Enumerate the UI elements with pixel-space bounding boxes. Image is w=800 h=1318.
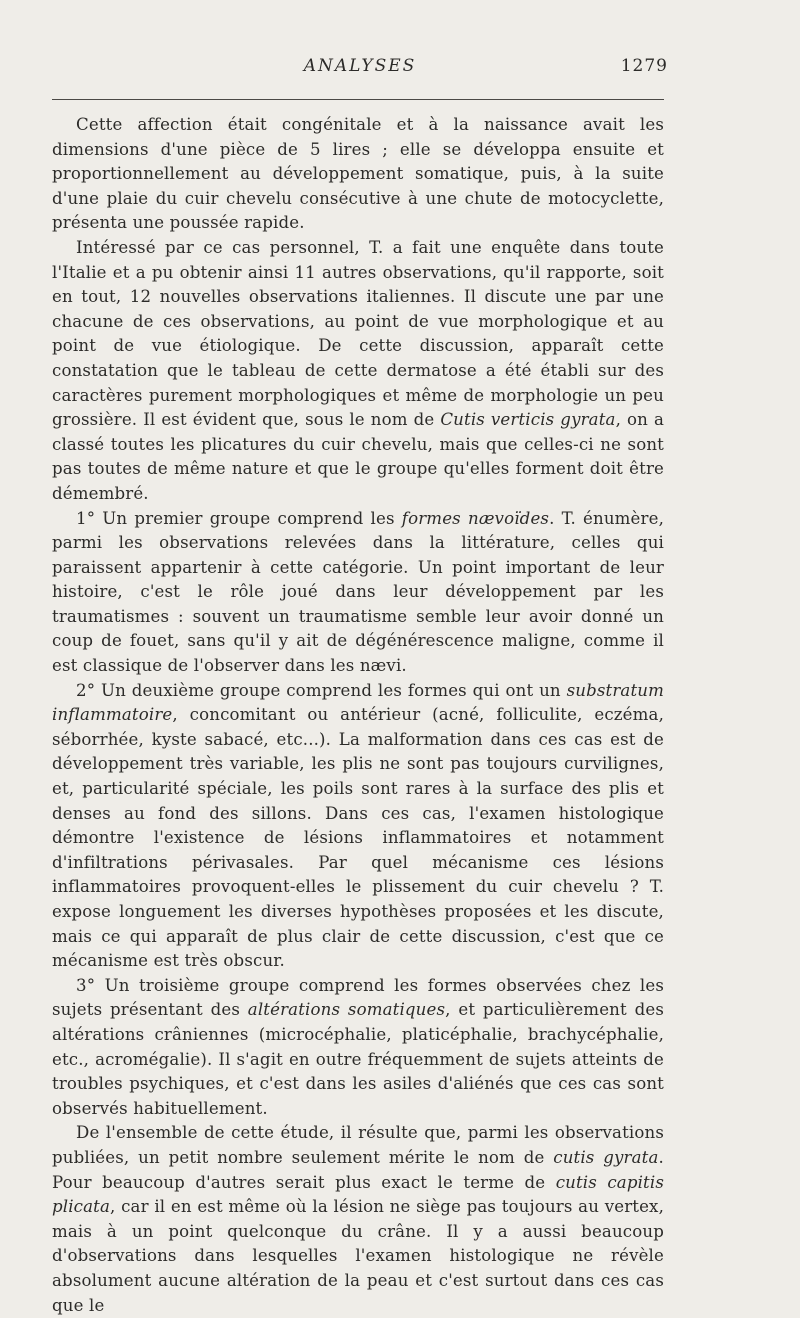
paragraph (52, 113, 664, 236)
paragraph (52, 236, 664, 507)
italic-term: Cutis verticis gyrata (440, 410, 616, 430)
text-run: , et particulièrement des altérations crâniennes (microcéphalie, platicéphalie, brachycéphalie, etc., acromégalie). Il s'agit en outre fréquemment de sujets atteints de troubles psychiques, et c'est dans les asiles d'aliénés que ces cas sont observés habituellement. (52, 1000, 664, 1118)
page-header (52, 56, 668, 86)
text-run: Cette affection était congénitale et à la naissance avait les dimensions d'une pièce de 5 lires ; elle se développa ensuite et proportionnellement au développement somatique, puis, à la suite d'une plaie du cuir chevelu consécutive à une chute de motocyclette, présenta une poussée rapide. (52, 115, 664, 233)
text-run: 3° Un troisième groupe comprend les formes observées chez les sujets présentant des (52, 975, 664, 1020)
italic-term: substratum inflammatoire (52, 680, 664, 725)
italic-term: cutis capitis plicata (52, 1172, 664, 1217)
text-run: . T. énumère, parmi les observations relevées dans la littérature, celles qui paraissent appartenir à cette catégorie. Un point important de leur histoire, c'est le rôle joué dans leur développement par les traumatismes : souvent un traumatisme semble leur avoir donné un coup de fouet, sans qu'il y ait de dégénérescence maligne, comme il est classique de l'observer dans les nævi. (52, 508, 664, 676)
text-run: Intéressé par ce cas personnel, T. a fait une enquête dans toute l'Italie et a pu obtenir ainsi 11 autres observations, qu'il rapporte, soit en tout, 12 nouvelles observations italiennes. Il discute une par une chacune de ces observations, au point de vue morphologique et au point de vue étiologique. De cette discussion, apparaît cette constatation que le tableau de cette dermatose a été établi sur des caractères purement morphologiques et même de morphologie un peu grossière. Il est évident que, sous le nom de (52, 237, 664, 430)
text-run: 2° Un deuxième groupe comprend les formes qui ont un (76, 680, 567, 700)
text-run: . Pour beaucoup d'autres serait plus exact le terme de (52, 1147, 664, 1192)
italic-term: altérations somatiques (247, 1000, 446, 1020)
paragraph (52, 679, 664, 974)
text-run: 1° Un premier groupe comprend les (76, 508, 402, 528)
page-number: 1279 (620, 56, 668, 76)
italic-term: cutis gyrata (553, 1147, 659, 1167)
paragraph (52, 1121, 664, 1318)
article-body (52, 113, 664, 1318)
paragraph (52, 974, 664, 1122)
text-run: , car il en est même où la lésion ne siège pas toujours au vertex, mais à un point quelconque du crâne. Il y a aussi beaucoup d'observations dans lesquelles l'examen histologique ne révèle absolument aucune altération de la peau et c'est surtout dans ces cas que le (52, 1197, 664, 1315)
text-run: , concomitant ou antérieur (acné, folliculite, eczéma, séborrhée, kyste sabacé, etc...). La malformation dans ces cas est de développement très variable, les plis ne sont pas toujours curvilignes, et, particularité spéciale, les poils sont rares à la surface des plis et denses au fond des sillons. Dans ces cas, l'examen histologique démontre l'existence de lésions inflammatoires et notamment d'infiltrations périvasales. Par quel mécanisme ces lésions inflammatoires provoquent-elles le plissement du cuir chevelu ? T. expose longuement les diverses hypothèses proposées et les discute, mais ce qui apparaît de plus clair de cette discussion, c'est que ce mécanisme est très obscur. (52, 705, 664, 971)
italic-term: formes nævoïdes (401, 508, 550, 528)
paragraph (52, 507, 664, 679)
text-run: , on a classé toutes les plicatures du cuir chevelu, mais que celles-ci ne sont pas toutes de même nature et que le groupe qu'elles forment doit être démembré. (52, 410, 664, 503)
running-title: ANALYSES (303, 56, 417, 76)
text-run: De l'ensemble de cette étude, il résulte que, parmi les observations publiées, un petit nombre seulement mérite le nom de (52, 1123, 664, 1167)
header-rule (52, 99, 664, 100)
